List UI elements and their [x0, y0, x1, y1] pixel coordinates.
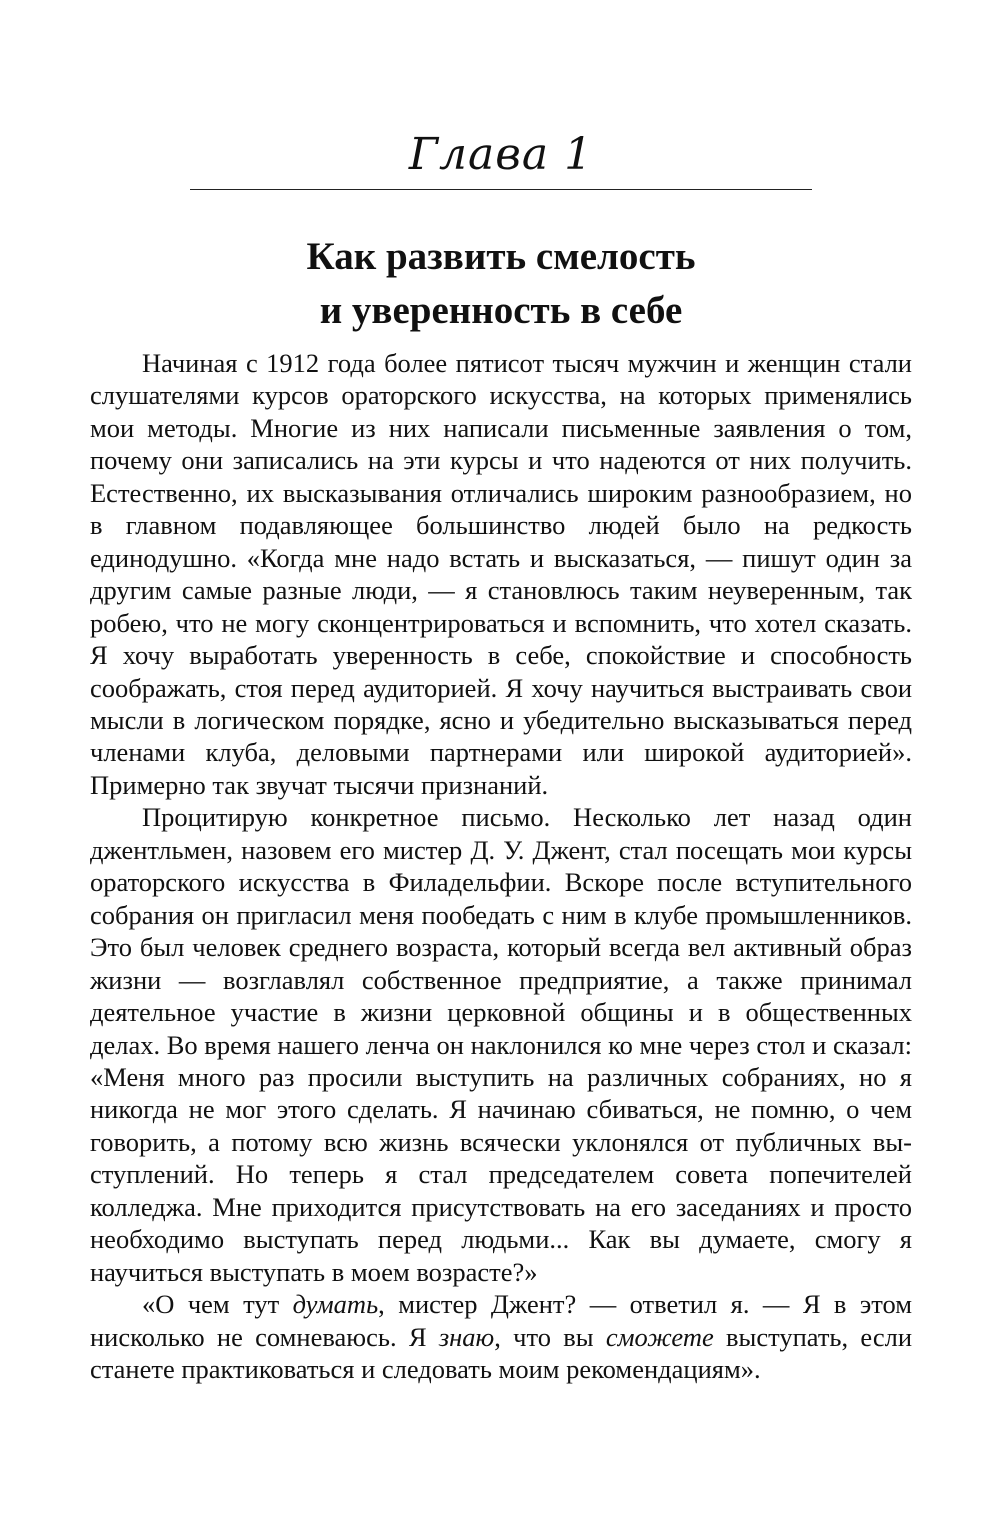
chapter-divider-line: [190, 189, 812, 190]
chapter-body: [90, 347, 912, 1386]
book-page: [90, 0, 912, 1539]
emphasis-dumat: думать: [292, 1289, 379, 1320]
paragraph-3: [90, 1288, 912, 1385]
paragraph-3-text-3: , что вы: [494, 1321, 606, 1352]
paragraph-3-text-4: выступать, если станете практиковаться и следовать моим рекомендациям».: [90, 1321, 912, 1385]
chapter-label: Глава 1: [408, 129, 594, 180]
emphasis-znayu: знаю: [438, 1321, 495, 1352]
paragraph-3-text-2: , мистер Джент? — ответил я. — Я в этом нисколько не сомневаюсь. Я: [90, 1289, 912, 1352]
paragraph-1: Начиная с 1912 года более пятисот тысяч мужчин и женщин стали слушателями курсов ораторского искусства, на которых применялись мои методы. Многие из них написали письменные заявления о том, почему они записались на эти курсы и что надеются от них получить. Естественно, их высказывания отличались широким разнообразием, но в главном подавляющее большинство людей было на редкость единодушно. «Когда мне надо встать и высказаться, — пишут один за другим самые разные люди, — я становлюсь таким неуверенным, так робею, что не могу сконцентрироваться и вспомнить, что хотел сказать. Я хочу выработать уверенность в себе, спокойствие и способность соображать, стоя перед аудиторией. Я хочу научиться выстраивать свои мысли в логическом порядке, ясно и убедительно высказываться перед членами клуба, деловыми партнерами или широкой аудиторией». Примерно так звучат тысячи признаний.: [90, 348, 912, 800]
paragraph-2: Процитирую конкретное письмо. Несколько лет назад один джентльмен, назовем его мистер Д. У. Джент, стал посещать мои курсы ораторского искусства в Филадельфии. Вскоре после вступительного собрания он пригласил меня пообедать с ним в клубе промышленников. Это был человек среднего возраста, который всегда вел активный образ жизни — возглавлял собственное предприятие, а также принимал деятельное участие в жизни церковной общины и в общественных делах. Во время нашего ленча он наклонился ко мне через стол и сказал: «Меня много раз просили выступить на различных собраниях, но я никогда не мог этого сделать. Я начинаю сбиваться, не помню, о чем говорить, а потому всю жизнь всячески уклонялся от публичных выступлений. Но теперь я стал председателем совета попечителей колледжа. Мне приходится присутствовать на его заседаниях и просто необходимо выступать перед людьми... Как вы думаете, смогу я научиться выступать в моем возрасте?»: [90, 802, 912, 1287]
emphasis-smozhete: сможете: [605, 1321, 714, 1352]
chapter-title-line-1: Как развить смелость: [306, 235, 696, 278]
chapter-title-line-2: и уверенность в себе: [319, 289, 683, 332]
paragraph-3-text-1: «О чем тут: [142, 1289, 293, 1320]
chapter-title: [90, 230, 912, 338]
